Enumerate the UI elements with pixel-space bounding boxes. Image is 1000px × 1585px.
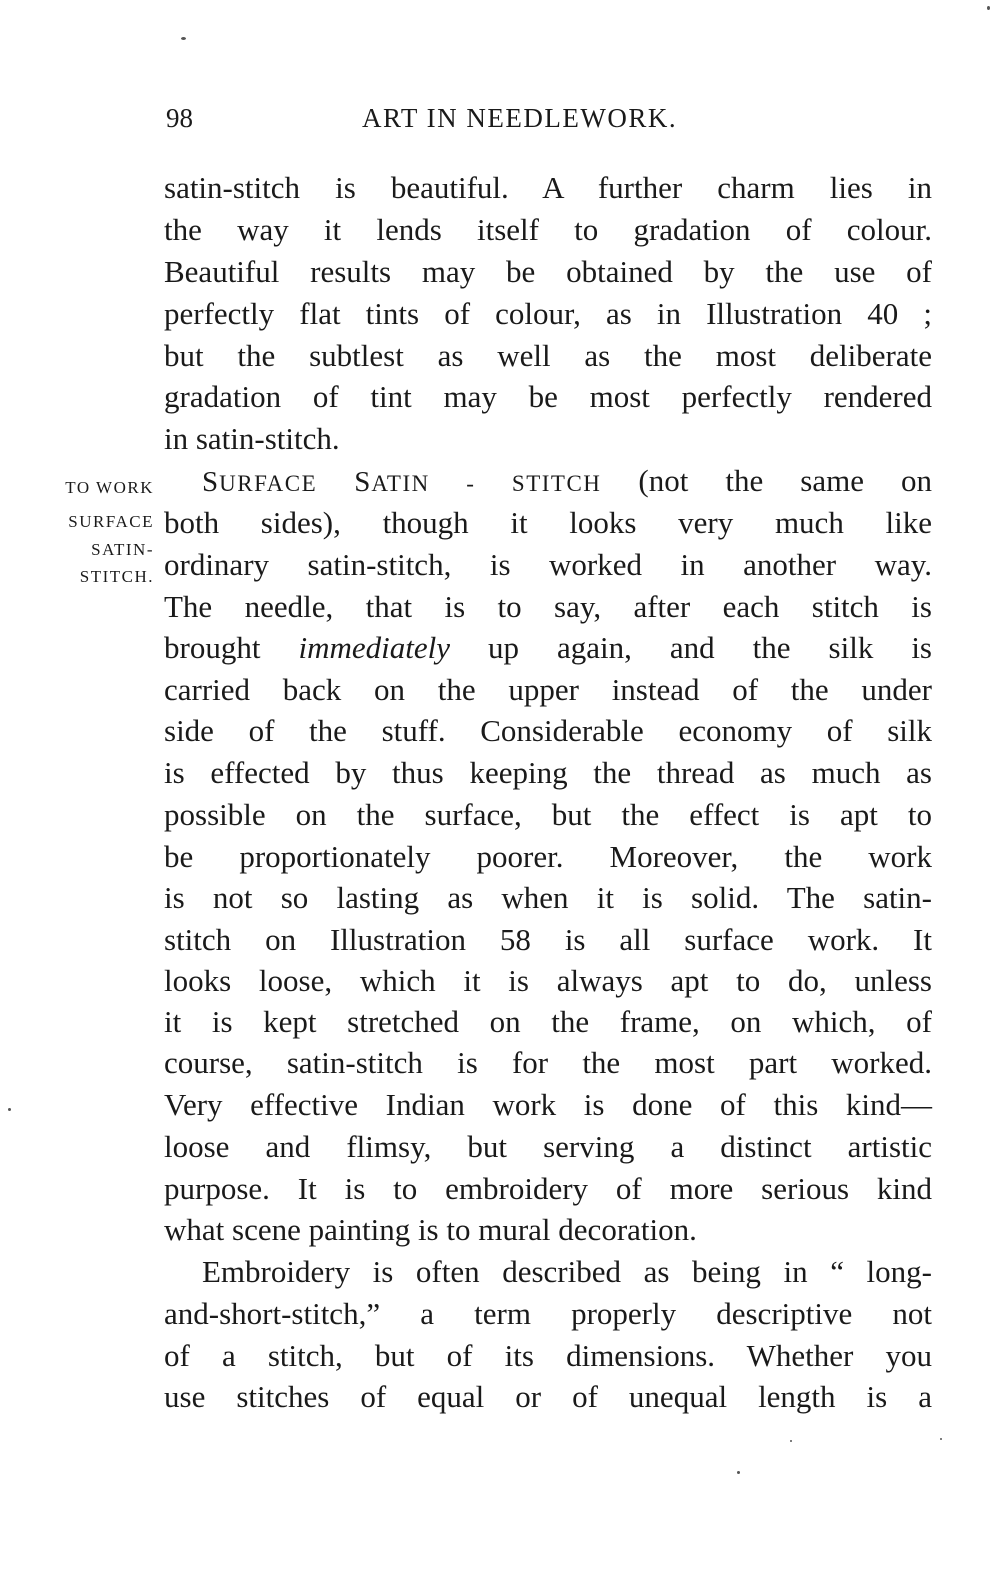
page-number: 98 [166,103,193,133]
text-line-surface-satin-stitch [202,461,932,501]
margin-note-line: SURFACE [68,512,154,531]
text-line: be proportionately poorer. Moreover, the work [164,839,932,874]
text-line: course, satin-stitch is for the most part worked. [164,1045,932,1080]
small-caps: - STITCH [429,471,602,496]
text-line: and-short-stitch,” a term properly descriptive not [164,1296,932,1331]
text-line: in satin-stitch. [164,421,340,456]
margin-note-line: SATIN- [91,540,154,559]
text-line: ordinary satin-stitch, is worked in another way. [164,547,932,582]
italic-word: immediately [298,630,450,665]
text-line: purpose. It is to embroidery of more serious kind [164,1171,932,1206]
text-line: perfectly flat tints of colour, as in Illustration 40 ; [164,296,932,331]
text-line: use stitches of equal or of unequal length is a [164,1379,932,1414]
text-line: side of the stuff. Considerable economy of silk [164,713,932,748]
text-line: is effected by thus keeping the thread as much as [164,755,932,790]
text-line: carried back on the upper instead of the under [164,672,932,707]
small-caps: ATIN [371,471,430,496]
scan-speck [940,1438,942,1440]
text-line: of a stitch, but of its dimensions. Whether you [164,1338,932,1373]
text-line: Embroidery is often described as being in “ long- [202,1254,932,1289]
text-span: (not the same on [601,463,932,498]
scan-speck [790,1440,792,1442]
text-line: loose and flimsy, but serving a distinct artistic [164,1129,932,1164]
text-line: satin-stitch is beautiful. A further charm lies in [164,170,932,205]
text-line: looks loose, which it is always apt to do, unless [164,963,932,998]
scan-speck [181,37,186,40]
text-line: The needle, that is to say, after each stitch is [164,589,932,624]
scan-speck [987,6,990,10]
text-line: what scene painting is to mural decoration. [164,1212,697,1247]
small-caps: URFACE [219,471,318,496]
margin-note-line: TO WORK [65,478,154,497]
text-line: is not so lasting as when it is solid. The satin- [164,880,932,915]
text-line: both sides), though it looks very much like [164,505,932,540]
text-line: gradation of tint may be most perfectly rendered [164,379,932,414]
text-line: stitch on Illustration 58 is all surface work. It [164,922,932,957]
text-span: brought [164,630,299,665]
text-line-emphasis [164,628,932,668]
text-line: the way it lends itself to gradation of colour. [164,212,932,247]
text-line: it is kept stretched on the frame, on which, of [164,1004,932,1039]
margin-note-line: STITCH. [79,567,154,586]
text-line: possible on the surface, but the effect is apt to [164,797,932,832]
scan-speck [8,1108,11,1111]
small-caps-initial: S [354,466,372,498]
text-line: Very effective Indian work is done of this kind— [164,1087,932,1122]
scan-speck [737,1471,740,1474]
running-title: ART IN NEEDLEWORK. [362,103,678,133]
text-line: but the subtlest as well as the most deliberate [164,338,932,373]
text-span: up again, and the silk is [449,630,933,665]
text-line: Beautiful results may be obtained by the use of [164,254,932,289]
small-caps-initial: S [202,466,220,498]
